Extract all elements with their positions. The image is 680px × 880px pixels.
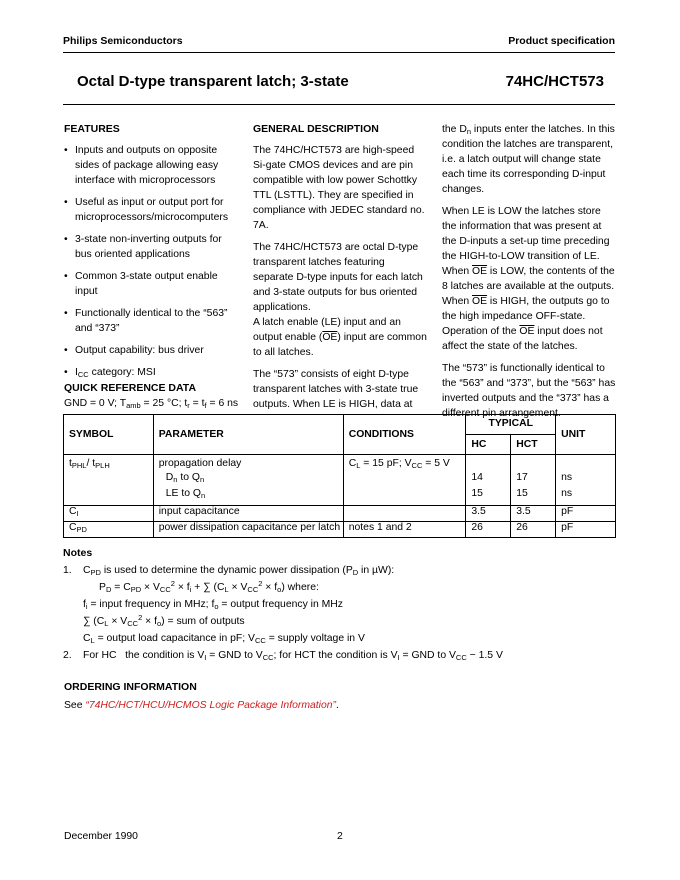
col-typical: TYPICAL — [466, 415, 556, 435]
note-line: $C_L$ = output load capacitance in pF; $V_{CC}$ = supply voltage in V — [83, 633, 365, 645]
paragraph: A latch enable (LE) input and an output enable $(\overline{OE})$ input are common to all latches. — [253, 317, 427, 358]
list-item: • Inputs and outputs on opposite sides of package allowing easy interface with microprocessors — [64, 143, 240, 188]
col-parameter: PARAMETER — [153, 415, 343, 455]
col-unit: UNIT — [556, 415, 616, 455]
paragraph: The 74HC/HCT573 are high-speed Si-gate CMOS devices and are pin compatible with low power Schottky TTL (LSTTL). They are specified in compliance with JEDEC standard no. 7A. — [253, 145, 425, 231]
package-info-link[interactable]: “74HC/HCT/HCU/HCMOS Logic Package Information” — [85, 700, 336, 711]
features-heading: FEATURES — [64, 123, 120, 135]
part-number: 74HC/HCT573 — [505, 73, 604, 90]
list-item: • Common 3-state output enable input — [64, 269, 240, 299]
header-company: Philips Semiconductors — [63, 35, 183, 47]
table-row: $D_n$ to $Q_n$ 14 17 ns — [64, 472, 616, 488]
paragraph: the $D_n$ inputs enter the latches. In this condition the latches are transparent, i.e. a latch output will change state each time its corresponding D-input changes. — [442, 124, 615, 195]
list-item: • Output capability: bus driver — [64, 343, 240, 358]
features-section — [64, 122, 240, 387]
page-number: 2 — [337, 831, 343, 842]
col-hc: HC — [466, 435, 511, 455]
note-line: ∑ $(C_L \times V_{CC}^2 \times f_o)$ = sum of outputs — [83, 613, 245, 628]
footer-date: December 1990 — [64, 831, 138, 842]
col-conditions: CONDITIONS — [343, 415, 466, 455]
ordering-text: See “74HC/HCT/HCU/HCMOS Logic Package Information”. — [64, 700, 339, 711]
list-item: • Useful as input or output port for microprocessors/microcomputers — [64, 195, 240, 225]
quick-reference-table — [63, 414, 616, 538]
title-rule — [63, 104, 615, 105]
header-rule — [63, 52, 615, 53]
paragraph: When $\overline{OE}$ is HIGH, the outputs go to the high impedance OFF-state. Operation of the $\overline{OE}$ input does not affect the state of the latches. — [442, 296, 610, 352]
paragraph: The “573” consists of eight D-type transparent latches with 3-state true outputs. When LE is HIGH, data at — [253, 369, 419, 410]
list-item: • Functionally identical to the “563” and “373” — [64, 306, 240, 336]
page-title: Octal D-type transparent latch; 3-state — [77, 73, 349, 90]
features-list — [64, 143, 240, 380]
paragraph: When $\overline{OE}$ is LOW, the contents of the 8 latches are available at the outputs. — [442, 266, 615, 292]
list-item: • 3-state non-inverting outputs for bus oriented applications — [64, 232, 240, 262]
ordering-heading: ORDERING INFORMATION — [64, 681, 197, 693]
general-description — [253, 122, 428, 419]
table-row: $C_I$ input capacitance 3.5 3.5 pF — [64, 506, 616, 522]
notes-section — [63, 545, 503, 664]
qrd-conditions: GND = 0 V; $T_{amb} = 25$ °C; $t_r = t_f = 6$ ns — [64, 398, 239, 410]
table-row: $t_{PHL}/$ $t_{PLH}$ propagation delay $C_L = 15$ pF; $V_{CC} = 5$ V — [64, 455, 616, 472]
list-item: • $I_{CC}$ category: MSI — [64, 365, 240, 380]
paragraph: When LE is LOW the latches store the information that was present at the D-inputs a set-up time preceding the HIGH-to-LOW transition of LE. — [442, 206, 610, 262]
table-row: LE to $Q_n$ 15 15 ns — [64, 488, 616, 506]
qrd-heading: QUICK REFERENCE DATA — [64, 382, 197, 394]
header-doc-type: Product specification — [508, 35, 615, 47]
col-hct: HCT — [511, 435, 556, 455]
col-symbol: SYMBOL — [64, 415, 154, 455]
general-description-cont — [442, 122, 618, 428]
paragraph: The 74HC/HCT573 are octal D-type transparent latches featuring separate D-type inputs for each latch and 3-state outputs for bus oriented applications. — [253, 242, 423, 313]
note-line: $f_i$ = input frequency in MHz; $f_o$ = output frequency in MHz — [83, 599, 343, 611]
notes-heading: Notes — [63, 547, 93, 559]
general-heading: GENERAL DESCRIPTION — [253, 123, 379, 135]
table-row: $C_{PD}$ power dissipation capacitance per latch notes 1 and 2 26 26 pF — [64, 522, 616, 538]
note-2: 2. For HC the condition is $V_I$ = GND to $V_{CC}$; for HCT the condition is $V_I$ = GND to $V_{CC} - 1.5$ V — [63, 650, 503, 662]
note-formula: $P_D = C_{PD} \times V_{CC}^2 \times f_i$ + ∑ $(C_L \times V_{CC}^2 \times f_o)$ where: — [99, 579, 319, 594]
paragraph: The “573” is functionally identical to the “563” and “373”, but the “563” has inverted outputs and the “373” has a different pin arrangement. — [442, 363, 616, 419]
note-1: 1. $C_{PD}$ is used to determine the dynamic power dissipation ($P_D$ in µW): — [63, 565, 395, 577]
